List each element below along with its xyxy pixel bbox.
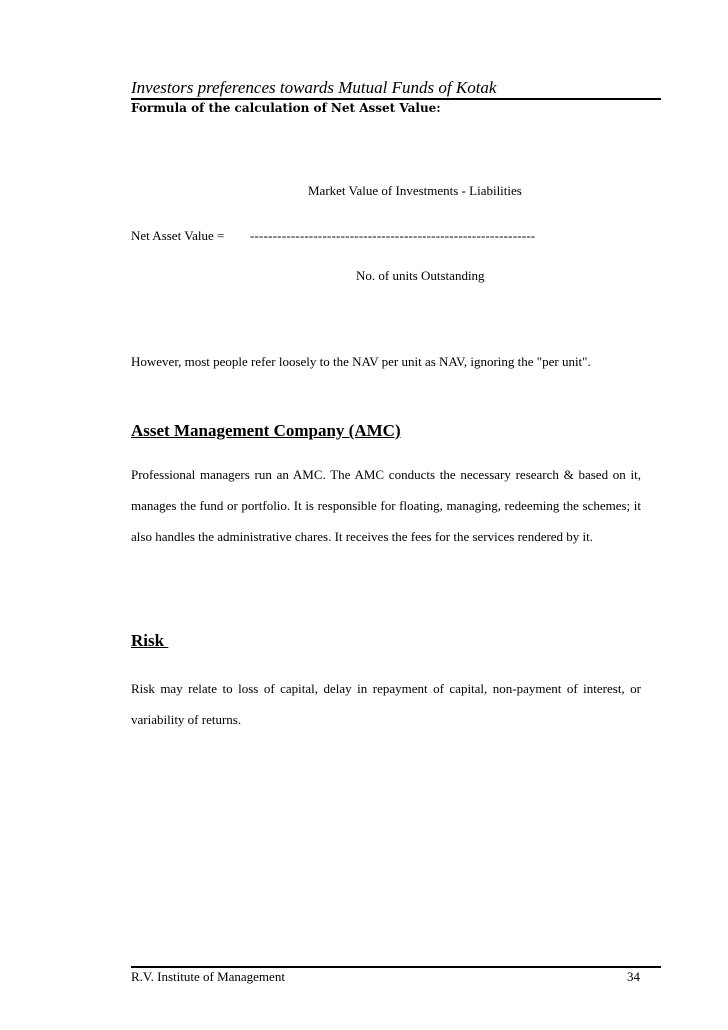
page-number: 34 [627,969,640,984]
amc-heading: Asset Management Company (AMC) [131,421,401,440]
nav-note-paragraph: However, most people refer loosely to the NAV per unit as NAV, ignoring the "per unit". [131,354,591,369]
footer-institute: R.V. Institute of Management [131,969,285,984]
formula-divider: --------------------------------------------------------------- [250,228,536,243]
footer-rule [131,966,661,968]
formula-denominator: No. of units Outstanding [356,268,485,283]
formula-numerator: Market Value of Investments - Liabilities [308,183,522,198]
risk-heading: Risk [131,631,169,650]
header-rule [131,98,661,100]
formula-heading: Formula of the calculation of Net Asset Value: [131,101,441,115]
header-title: Investors preferences towards Mutual Funds of Kotak [131,78,497,97]
risk-paragraph: Risk may relate to loss of capital, delay in repayment of capital, non-payment of interest, or variability of returns. [131,681,641,727]
formula-label: Net Asset Value = [131,228,225,243]
amc-paragraph: Professional managers run an AMC. The AMC conducts the necessary research & based on it, manages the fund or portfolio. It is responsible for floating, managing, redeeming the schemes; it also handles the administrative chares. It receives the fees for the services rendered by it. [131,467,641,544]
